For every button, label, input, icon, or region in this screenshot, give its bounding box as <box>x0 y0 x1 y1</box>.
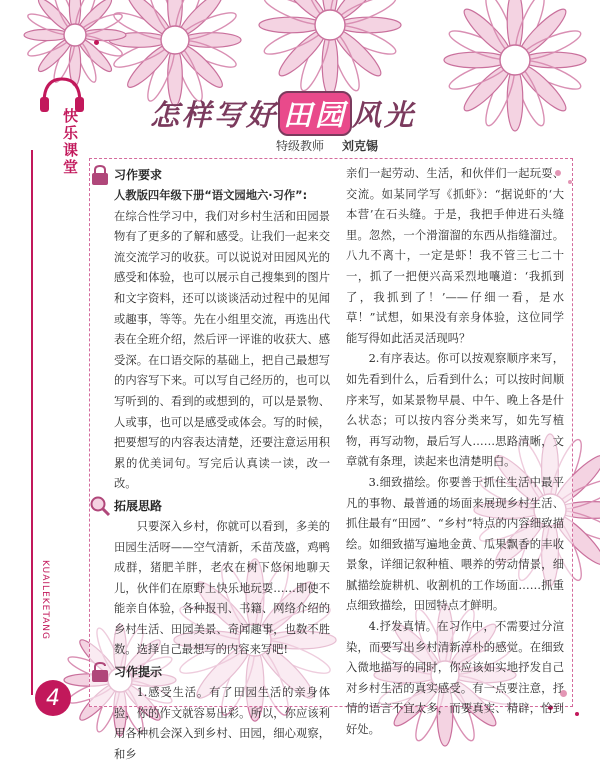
requirements-text: 在综合性学习中，我们对乡村生活和田园景物有了更多的了解和感受。让我们一起来交流交流学习的收获。可以说说对田园风光的感受和体验，也可以展示自己搜集到的图片和文字资料，还可以谈谈活动过程中的见闻或趣事，等等。先在小组里交流，再选出代表在全班介绍，然后评一评谁的收获大、感受深。在口语交际的基础上，把自己最想写的内容写下来。可以写自己经历的，也可以写听到的、看到的或想到的，可以是景物、人或事，也可以是感受或体会。写的时候，把要想写的内容表达清楚，还要注意运用积累的优美词句。写完后认真读一读，改一改。 <box>114 209 330 491</box>
section-tips-heading <box>114 661 330 683</box>
tips-text-right-3: 3.细致描绘。你要善于抓住生活中最平凡的事物、最普通的场面来展现乡村生活、抓住最有“田园”、“乡村”特点的内容细致描绘。如细致描写遍地金黄、瓜果飘香的丰收景象，详细记叙种植、喂养的劳动情景，细腻描绘旋耕机、收割机的工作场面……抓重点细致描绘，田园特点才鲜明。 <box>346 475 564 613</box>
requirements-subheading: 人教版四年级下册“语文园地六·习作”: <box>114 189 308 202</box>
flower-decoration-top-center <box>255 0 405 100</box>
sidebar-tag: KUAILEKETANG <box>40 560 50 641</box>
article-right-column <box>346 164 564 741</box>
tips-text-right-2: 2.有序表达。你可以按观察顺序来写，如先看到什么，后看到什么；可以按时间顺序来写，如某景物早晨、中午、晚上各是什么状态；可以按内容分类来写，如先写植物，再写动物，最后写人……思路清晰，文章就有条理，读起来也清楚明白。 <box>346 352 564 469</box>
tips-text-right-4: 4.抒发真情。在习作中，不需要过分渲染，而要写出乡村清新淳朴的感觉。在细致入微地描写的同时，你应该如实地抒发自己对乡村生活的真实感受。有一点要注意，抒情的语言不宜太多，而要真实、精辟，恰到好处。 <box>346 620 564 737</box>
author-role: 特级教师 <box>276 139 325 153</box>
author-name: 刘克锡 <box>342 139 379 153</box>
flower-decoration-top-right <box>440 0 590 135</box>
page-title <box>150 88 440 138</box>
magnifier-icon <box>88 495 112 517</box>
section-requirements-title: 习作要求 <box>114 167 163 182</box>
section-ideas-title: 拓展思路 <box>114 498 163 513</box>
section-requirements-heading <box>114 164 330 186</box>
unlock-icon <box>88 661 112 683</box>
title-part-1: 怎样写好 <box>150 97 279 132</box>
section-ideas-heading <box>114 495 330 517</box>
byline <box>276 137 378 154</box>
title-part-2: 风光 <box>352 97 417 132</box>
brand-line-1: 快乐 <box>61 108 79 142</box>
brand-line-2: 课堂 <box>61 142 79 176</box>
page-number: 4 <box>35 680 71 716</box>
brand-label <box>60 108 81 176</box>
section-tips-title: 习作提示 <box>114 664 163 679</box>
lock-icon <box>88 164 112 186</box>
ideas-text: 只要深入乡村，你就可以看到，多美的田园生活呀——空气清新，禾苗茂盛，鸡鸭成群，猪肥羊胖，老农在树下悠闲地聊天儿，伙伴们在原野上快乐地玩耍……即使不能亲自体验，各种报刊、书籍、网络介绍的乡村生活、田园美景、奇闻趣事，也数不胜数。选择自己最想写的内容来写吧! <box>114 519 330 657</box>
tips-text-left: 1.感受生活。有了田园生活的亲身体验，你的作文就容易出彩。所以，你应该利用各种机会深入到乡村、田园，细心观察，和乡 <box>114 686 330 761</box>
tips-text-right-1: 亲们一起劳动、生活，和伙伴们一起玩耍、交流。如某同学写《抓虾》：“据说虾的‘大本营’在石头缝。于是，我把手伸进石头缝里。忽然，一个滑溜溜的东西从指缝溜过。八九不离十，一定是虾！我不管三七二十一，抓了一把便兴高采烈地嚷道：‘我抓到了，我抓到了！’——仔细一看，是水草！”试想，如果没有亲身体验，这位同学能写得如此活灵活现吗？ <box>346 167 564 345</box>
article-left-column <box>114 164 330 765</box>
sidebar-rule <box>31 150 33 695</box>
title-highlight: 田园 <box>278 91 352 136</box>
